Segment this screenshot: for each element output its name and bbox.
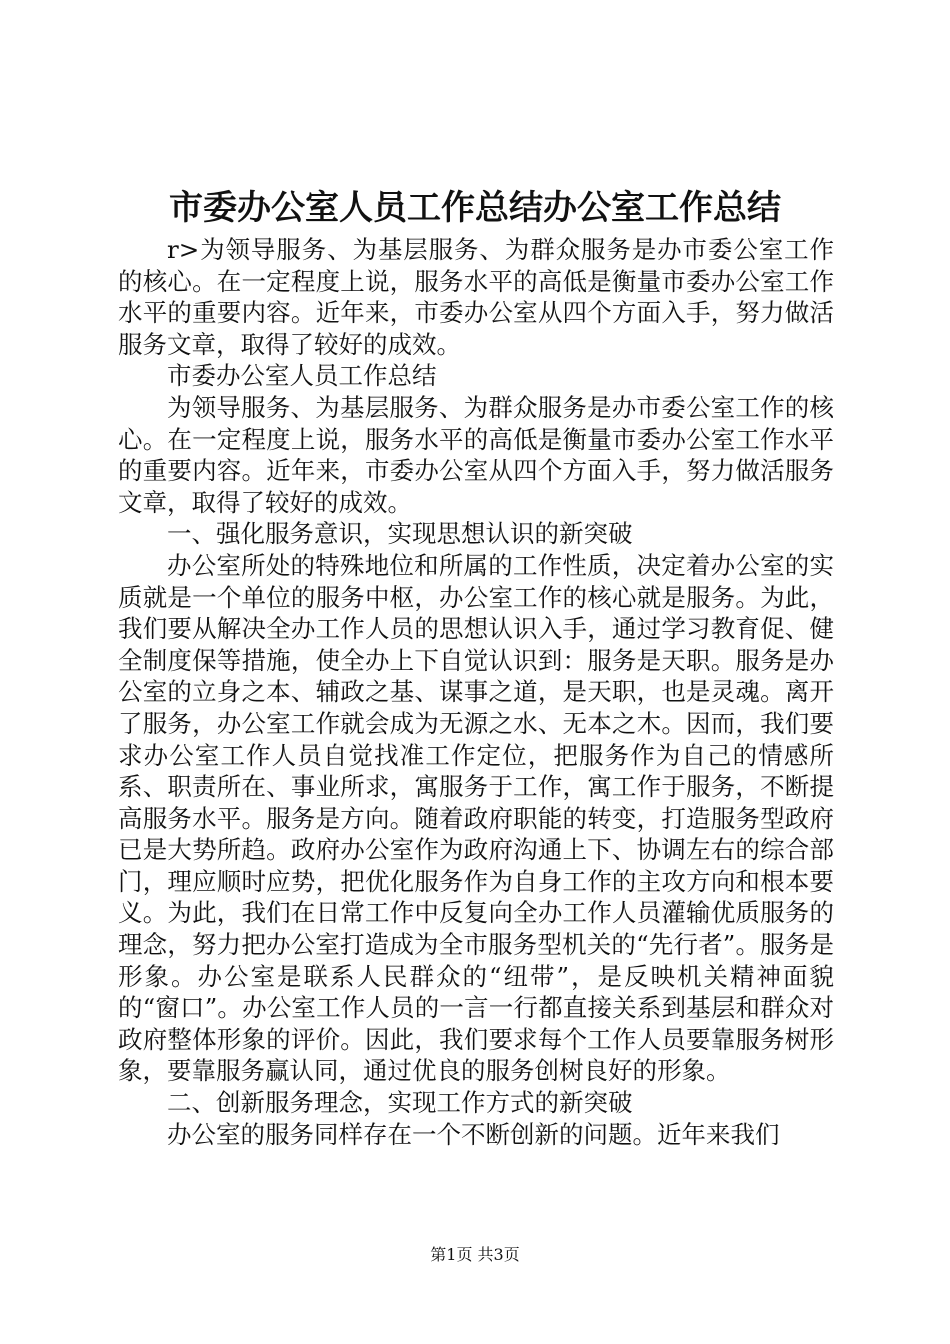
section-heading-1: 一、强化服务意识，实现思想认识的新突破 [167, 519, 633, 549]
paragraph-summary: 为领导服务、为基层服务、为群众服务是办市委公室工作的核心。在一定程度上说，服务水平的高低是衡量市委办公室工作水平的重要内容。近年来，市委办公室从四个方面入手，努力做活服务文章，取得了较好的成效。 [118, 392, 834, 517]
paragraph-section-2: 办公室的服务同样存在一个不断创新的问题。近年来我们 [167, 1119, 780, 1149]
section-heading-2: 二、创新服务理念，实现工作方式的新突破 [167, 1088, 633, 1118]
paragraph-section-1: 办公室所处的特殊地位和所属的工作性质，决定着办公室的实质就是一个单位的服务中枢，办公室工作的核心就是服务。为此，我们要从解决全办工作人员的思想认识入手，通过学习教育促、健全制度保等措施，使全办上下自觉认识到：服务是天职。服务是办公室的立身之本、辅政之基、谋事之道，是天职，也是灵魂。离开了服务，办公室工作就会成为无源之水、无本之木。因而，我们要求办公室工作人员自觉找准工作定位，把服务作为自己的情感所系、职责所在、事业所求，寓服务于工作，寓工作于服务，不断提高服务水平。服务是方向。随着政府职能的转变，打造服务型政府已是大势所趋。政府办公室作为政府沟通上下、协调左右的综合部门，理应顺时应势，把优化服务作为自身工作的主攻方向和根本要义。为此，我们在日常工作中反复向全办工作人员灌输优质服务的理念，努力把办公室打造成为全市服务型机关的“先行者”。服务是形象。办公室是联系人民群众的“纽带”，是反映机关精神面貌的“窗口”。办公室工作人员的一言一行都直接关系到基层和群众对政府整体形象的评价。因此，我们要求每个工作人员要靠服务树形象，要靠服务赢认同，通过优良的服务创树良好的形象。 [118, 550, 834, 1086]
document-title: 市委办公室人员工作总结办公室工作总结 [169, 188, 781, 228]
page-footer: 第1页 共3页 [430, 1245, 520, 1264]
paragraph-intro: r>为领导服务、为基层服务、为群众服务是办市委公室工作的核心。在一定程度上说，服务水平的高低是衡量市委办公室工作水平的重要内容。近年来，市委办公室从四个方面入手，努力做活服务文章，取得了较好的成效。 [118, 235, 834, 359]
document-body [118, 234, 834, 1150]
paragraph-subtitle: 市委办公室人员工作总结 [167, 361, 437, 391]
